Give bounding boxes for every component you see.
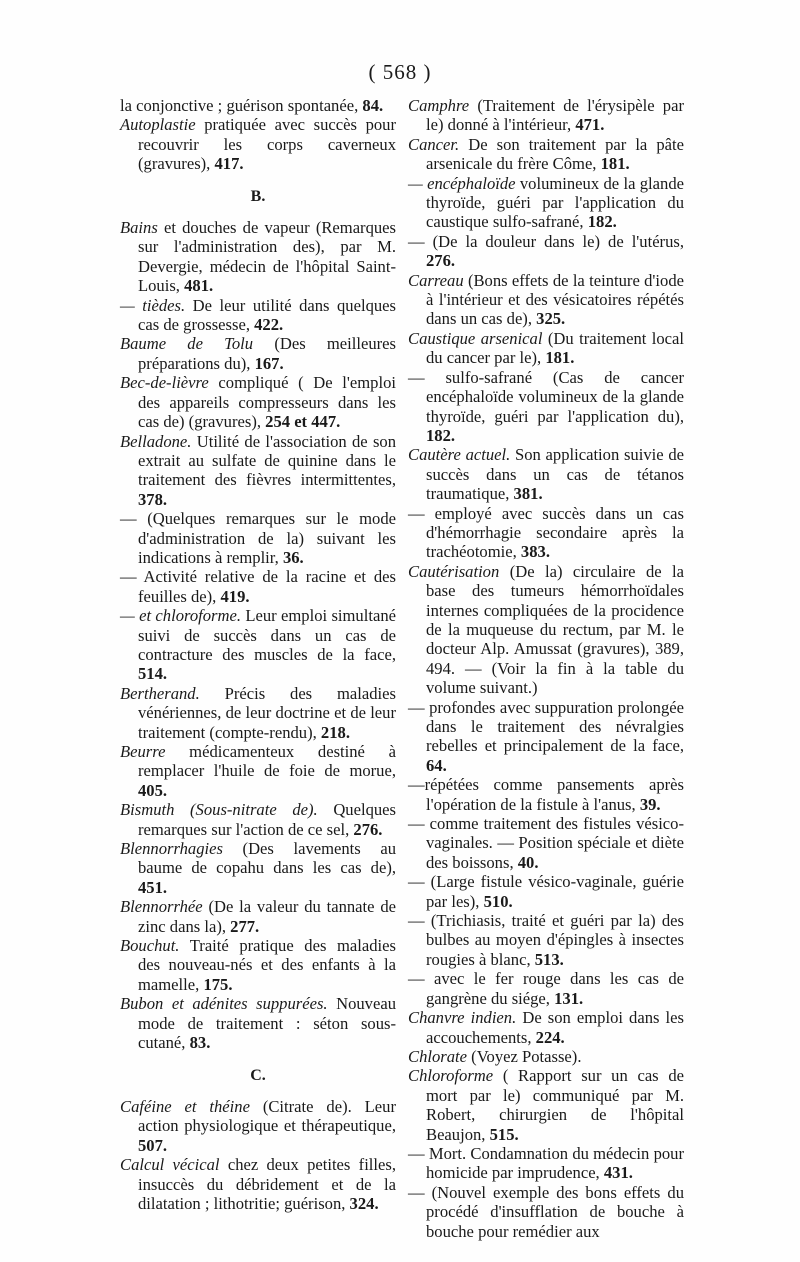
entry-text: De leur utilité dans quelques cas de grossesse,: [138, 295, 396, 335]
entry-text: — (De la douleur dans le) de l'utérus,: [408, 231, 684, 251]
entry-page-ref: 451.: [138, 877, 168, 897]
entry-headword: Chloroforme: [408, 1066, 494, 1086]
entry-page-ref: 182.: [426, 425, 456, 445]
page-number: ( 568 ): [368, 60, 432, 84]
entry-headword: Cancer.: [408, 134, 460, 154]
entry-text: —répétées comme pansements après l'opération de la fistule à l'anus,: [408, 775, 684, 814]
index-entry: [120, 606, 396, 684]
index-entry: [408, 1144, 684, 1183]
index-entry: [120, 334, 396, 373]
index-entry: [120, 115, 396, 173]
index-entry: [408, 698, 684, 776]
entry-headword: Autoplastie: [120, 115, 196, 135]
index-entry: [120, 897, 396, 936]
section-heading: B.: [250, 187, 266, 205]
entry-headword: — tièdes.: [120, 295, 186, 315]
entry-headword: Bubon et adénites suppurées.: [120, 994, 328, 1014]
entry-text: chez deux petites filles, insuccès du débridement et de la dilatation ; lithotritie; guérison,: [138, 1155, 397, 1213]
entry-text: compliqué ( De l'emploi des appareils compresseurs dans les cas de) (gravures),: [138, 373, 396, 432]
index-entry: [408, 969, 684, 1008]
index-entry: [120, 742, 396, 800]
entry-headword: — et chloroforme.: [120, 606, 241, 626]
entry-headword: Chanvre indien.: [408, 1008, 517, 1028]
index-entry: [408, 271, 684, 329]
entry-page-ref: 325.: [536, 309, 566, 329]
entry-page-ref: 277.: [230, 916, 260, 936]
index-entry: [408, 96, 684, 135]
entry-page-ref: 175.: [203, 974, 233, 994]
index-entry: [120, 684, 396, 742]
entry-text: (Des meilleures préparations du),: [138, 334, 397, 373]
index-entry: [408, 1047, 684, 1066]
entry-page-ref: 513.: [534, 949, 564, 969]
index-entry: [408, 1066, 684, 1144]
entry-text: — (Large fistule vésico-vaginale, guérie par les),: [408, 872, 684, 911]
entry-headword: — encéphaloïde: [408, 173, 516, 193]
entry-text: (De la valeur du tannate de zinc dans la),: [138, 897, 396, 936]
entry-text: (Bons effets de la teinture d'iode à l'intérieur et des vésicatoires répétés dans un cas de),: [426, 270, 684, 329]
entry-headword: Blennorrhée: [120, 897, 203, 917]
index-entry: [120, 994, 396, 1052]
entry-page-ref: 431.: [603, 1163, 633, 1183]
entry-page-ref: 405.: [138, 780, 168, 800]
entry-text: Quelques remarques sur l'action de ce sel,: [138, 800, 396, 839]
entry-text: Son application suivie de succès dans un cas de tétanos traumatique,: [426, 445, 684, 504]
index-entry: [120, 509, 396, 567]
entry-text: Leur emploi simultané suivi de succès dans un cas de contracture des muscles de la face,: [138, 606, 396, 664]
index-entry: [408, 232, 684, 271]
index-entry: [120, 1097, 396, 1155]
entry-page-ref: 507.: [138, 1135, 168, 1155]
entry-text: Utilité de l'association de son extrait au sulfate de quinine dans le traitement des fièvres intermittentes,: [138, 431, 396, 490]
entry-headword: Carreau: [408, 270, 464, 290]
entry-text: — Mort. Condamnation du médecin pour homicide par imprudence,: [408, 1143, 684, 1183]
entry-page-ref: 64.: [426, 755, 447, 775]
entry-page-ref: 381.: [513, 484, 543, 504]
index-entry: [408, 562, 684, 698]
entry-headword: Bouchut.: [120, 936, 180, 956]
entry-text: De son emploi dans les accouchements,: [426, 1008, 684, 1047]
entry-page-ref: 131.: [554, 988, 584, 1008]
entry-page-ref: 378.: [138, 489, 168, 509]
entry-text: (Citrate de). Leur action physiologique et thérapeutique,: [138, 1096, 396, 1136]
entry-page-ref: 36.: [282, 547, 304, 567]
entry-page-ref: 167.: [254, 353, 284, 373]
entry-headword: Beurre: [120, 742, 166, 761]
index-entry: [408, 329, 684, 368]
index-entry: [120, 800, 396, 839]
index-entry: [408, 1008, 684, 1047]
index-entry: [120, 936, 396, 994]
entry-text: Traité pratique des maladies des nouveau-nés et des enfants à la mamelle,: [138, 936, 396, 994]
entry-headword: Baume de Tolu: [120, 334, 254, 354]
entry-text: — (Quelques remarques sur le mode d'administration de la) suivant les indications à remplir,: [120, 509, 396, 567]
entry-headword: Calcul vécical: [120, 1155, 220, 1175]
entry-text: — profondes avec suppuration prolongée dans le traitement des névralgies rebelles et principalement de la face,: [408, 697, 684, 756]
entry-headword: Cautère actuel.: [408, 445, 511, 465]
section-heading: C.: [250, 1066, 266, 1084]
index-entry: [120, 839, 396, 897]
index-entry: [408, 911, 684, 969]
index-entry: [408, 814, 684, 872]
entry-headword: Blennorrhagies: [120, 839, 223, 859]
entry-headword: Bains: [120, 218, 158, 238]
entry-page-ref: 481.: [184, 276, 214, 296]
entry-headword: Belladone.: [120, 431, 192, 451]
entry-text: — avec le fer rouge dans les cas de gangrène du siége,: [408, 969, 684, 1008]
entry-text: volumineux de la glande thyroïde, guéri par l'application du caustique sulfo-safrané,: [426, 173, 684, 232]
entry-page-ref: 254 et 447.: [265, 412, 341, 432]
index-entry: [408, 174, 684, 232]
entry-text: — Activité relative de la racine et des feuilles de),: [120, 567, 396, 606]
entry-text: ( Rapport sur un cas de mort par le) communiqué par M. Robert, chirurgien de l'hôpital Beaujon,: [426, 1066, 684, 1144]
entry-page-ref: 181.: [545, 348, 575, 368]
index-entry: [120, 373, 396, 431]
index-entry: [408, 1183, 684, 1241]
entry-text: (Traitement de l'érysipèle par le) donné à l'intérieur,: [426, 96, 684, 135]
entry-page-ref: 39.: [639, 794, 661, 814]
index-entry: [120, 432, 396, 510]
index-entry: [408, 775, 684, 814]
entry-headword: Chlorate: [408, 1046, 468, 1066]
index-entry: [120, 1155, 396, 1213]
entry-page-ref: 383.: [520, 542, 550, 562]
entry-text: — (Nouvel exemple des bons effets du procédé d'insufflation de bouche à bouche pour remédier aux: [408, 1182, 684, 1241]
entry-headword: Bismuth (Sous-nitrate de).: [120, 800, 318, 820]
entry-text: la conjonctive ; guérison spontanée,: [120, 96, 363, 115]
entry-page-ref: 471.: [575, 115, 605, 135]
entry-text: Nouveau mode de traitement : séton sous-cutané,: [138, 994, 396, 1053]
entry-page-ref: 84.: [362, 96, 384, 115]
left-column: [120, 96, 396, 1213]
entry-headword: Camphre: [408, 96, 470, 115]
index-entry: [408, 135, 684, 174]
entry-page-ref: 417.: [214, 154, 244, 174]
entry-page-ref: 181.: [600, 154, 630, 174]
entry-headword: Bertherand.: [120, 683, 200, 703]
entry-text: (Voyez Potasse).: [467, 1046, 582, 1066]
entry-page-ref: 510.: [483, 891, 513, 911]
index-entry: [408, 872, 684, 911]
entry-headword: Cautérisation: [408, 561, 500, 581]
entry-page-ref: 419.: [220, 586, 250, 606]
right-column: [408, 96, 684, 1241]
entry-page-ref: 324.: [349, 1193, 379, 1213]
entry-page-ref: 83.: [189, 1033, 211, 1053]
entry-page-ref: 40.: [517, 852, 539, 872]
entry-headword: Caféine et théine: [120, 1096, 250, 1116]
entry-text: — (Trichiasis, traité et guéri par la) des bulbes au moyen d'épingles à insectes rougies à blanc,: [408, 911, 684, 969]
index-entry: [120, 96, 396, 115]
index-entry: [408, 504, 684, 562]
entry-page-ref: 276.: [426, 251, 456, 271]
index-entry: [120, 567, 396, 606]
entry-page-ref: 514.: [138, 664, 168, 684]
entry-text: De son traitement par la pâte arsenicale du frère Côme,: [426, 134, 684, 174]
entry-text: pratiquée avec succès pour recouvrir les corps caverneux (gravures),: [138, 115, 396, 174]
entry-text: (De la) circulaire de la base des tumeurs hémorrhoïdales internes compliquées de la procidence de la muqueuse du rectum, par M. le docteur Alp. Amussat (gravures), 389, 494. — (Voir la fin à la table du volume suivant.): [426, 561, 684, 698]
entry-page-ref: 276.: [353, 819, 383, 839]
entry-headword: Caustique arsenical: [408, 328, 543, 348]
entry-headword: Bec-de-lièvre: [120, 373, 209, 393]
entry-text: — sulfo-safrané (Cas de cancer encéphaloïde volumineux de la glande thyroïde, guéri par l'application du),: [408, 367, 684, 426]
entry-text: Précis des maladies vénériennes, de leur doctrine et de leur traitement (compte-rendu),: [138, 683, 396, 742]
index-entry: [408, 368, 684, 446]
entry-text: et douches de vapeur (Remarques sur l'administration des), par M. Devergie, médecin de l'hôpital Saint-Louis,: [138, 218, 396, 296]
entry-text: médicamenteux destiné à remplacer l'huile de foie de morue,: [138, 742, 396, 781]
entry-page-ref: 182.: [587, 212, 617, 232]
entry-page-ref: 422.: [254, 315, 284, 335]
entry-text: — employé avec succès dans un cas d'hémorrhagie secondaire après la trachéotomie,: [408, 503, 684, 562]
entry-page-ref: 218.: [320, 722, 350, 742]
entry-text: (Des lavements au baume de copahu dans les cas de),: [138, 839, 396, 878]
entry-page-ref: 224.: [535, 1027, 565, 1047]
entry-text: (Du traitement local du cancer par le),: [426, 328, 684, 368]
entry-page-ref: 515.: [489, 1124, 519, 1144]
entry-text: — comme traitement des fistules vésico-vaginales. — Position spéciale et diète des boissons,: [408, 814, 684, 872]
index-entry: [408, 445, 684, 503]
index-entry: [120, 218, 396, 296]
index-entry: [120, 296, 396, 335]
